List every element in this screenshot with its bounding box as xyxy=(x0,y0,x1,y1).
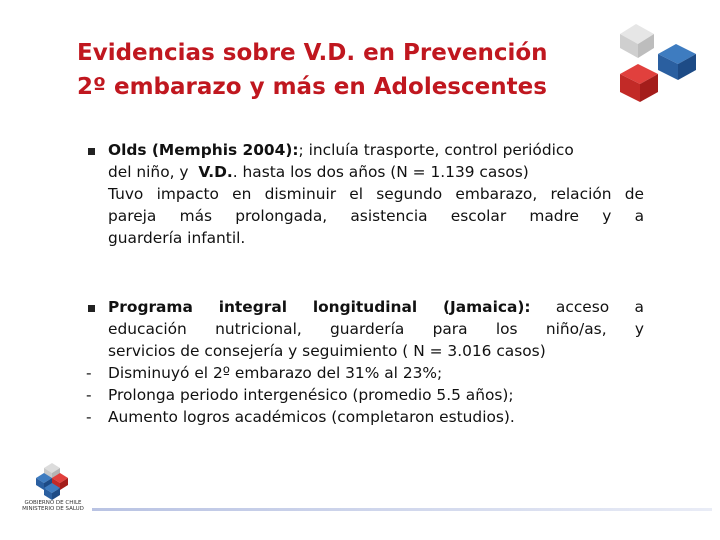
slide-title xyxy=(77,36,617,104)
footer-divider xyxy=(92,508,712,511)
cubes-logo-icon xyxy=(612,16,712,108)
title-line-2: 2º embarazo y más en Adolescentes xyxy=(77,74,547,100)
square-bullet-icon xyxy=(86,139,100,161)
olds-title: Olds (Memphis 2004): xyxy=(108,141,299,159)
jamaica-dash-2 xyxy=(88,384,644,406)
jamaica-line-3: servicios de consejería y seguimiento ( N = 3.016 casos) xyxy=(108,342,546,360)
bullet-jamaica xyxy=(88,296,644,428)
olds-text-2b: . hasta los dos años (N = 1.139 casos) xyxy=(232,163,529,181)
jamaica-title: Programa integral longitudinal (Jamaica): xyxy=(108,298,531,316)
dash-marker: - xyxy=(86,386,92,404)
jamaica-result-1: Disminuyó el 2º embarazo del 31% al 23%; xyxy=(108,364,443,382)
jamaica-line-1 xyxy=(88,296,644,318)
government-logo-text xyxy=(18,500,88,512)
olds-line-2 xyxy=(88,161,644,183)
olds-line-1 xyxy=(88,139,644,161)
jamaica-dash-3 xyxy=(88,406,644,428)
title-line-1: Evidencias sobre V.D. en Prevención xyxy=(77,40,548,66)
dash-marker: - xyxy=(86,408,92,426)
olds-text-1: ; incluía trasporte, control periódico xyxy=(298,141,574,159)
bullet-olds xyxy=(88,139,644,249)
dash-marker: - xyxy=(86,364,92,382)
square-bullet-icon xyxy=(86,296,100,318)
jamaica-line-2: educación nutricional, guardería para los niño/as, y xyxy=(108,320,644,338)
gov-text-line-1: GOBIERNO DE CHILE xyxy=(24,500,82,506)
olds-line-5: guardería infantil. xyxy=(108,229,246,247)
jamaica-text-1: acceso a xyxy=(555,298,644,316)
olds-line-4: pareja más prolongada, asistencia escolar madre y a xyxy=(108,207,644,225)
jamaica-result-2: Prolonga periodo intergenésico (promedio 5.5 años); xyxy=(108,386,514,404)
olds-vd: V.D. xyxy=(198,163,233,181)
gov-text-line-2: MINISTERIO DE SALUD xyxy=(22,506,84,512)
olds-line-3: Tuvo impacto en disminuir el segundo embarazo, relación de xyxy=(108,185,644,203)
olds-text-2a: del niño, y xyxy=(108,163,189,181)
jamaica-dash-1 xyxy=(88,362,644,384)
jamaica-result-3: Aumento logros académicos (completaron estudios). xyxy=(108,408,515,426)
government-logo-icon xyxy=(22,458,82,528)
